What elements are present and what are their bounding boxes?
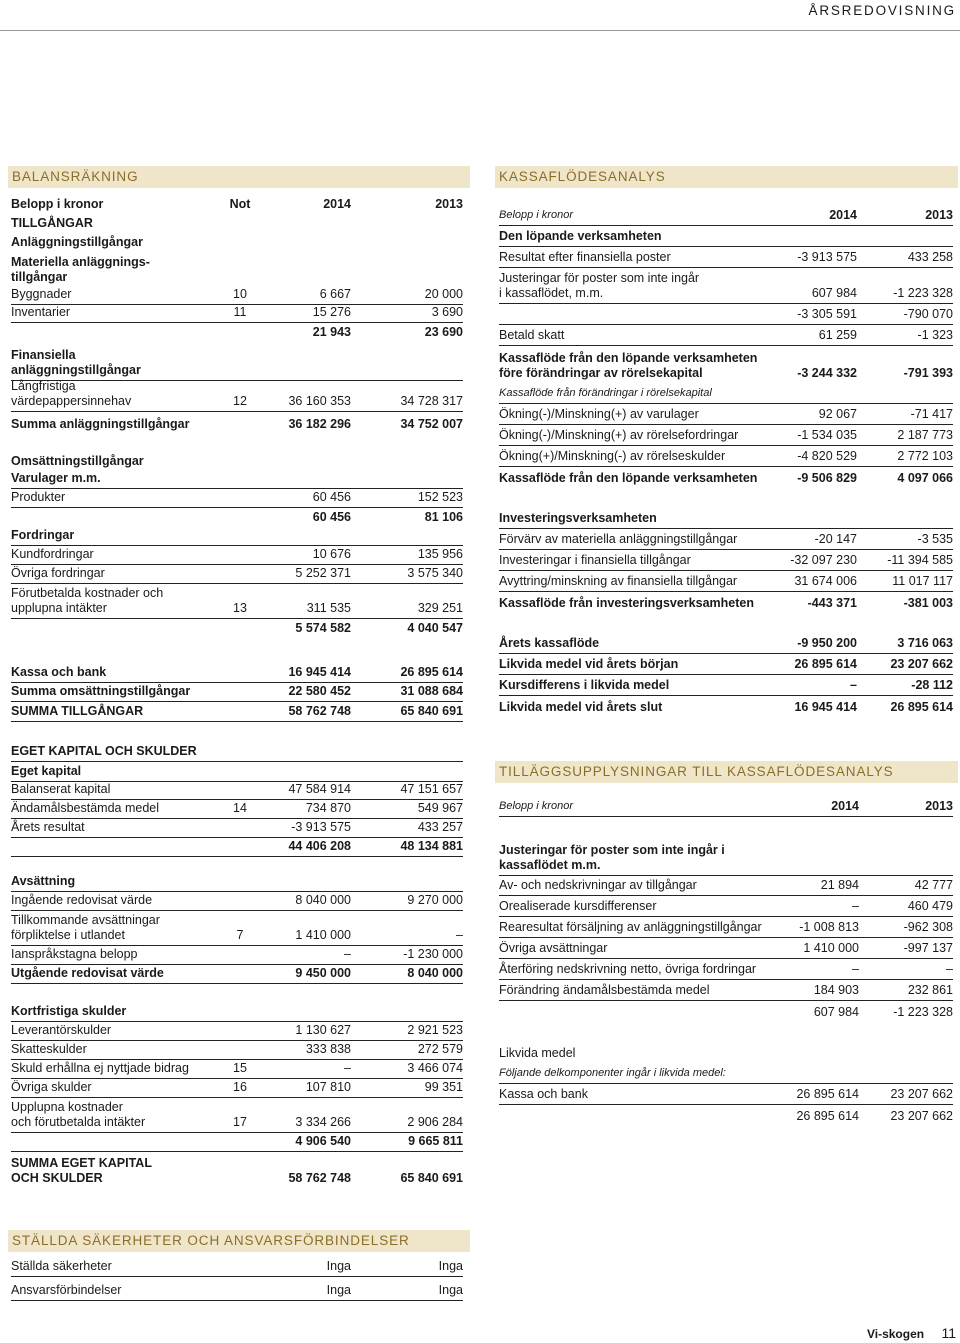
row-label: Ansvarsförbindelser bbox=[11, 1283, 122, 1297]
skulder-row bbox=[11, 1153, 463, 1188]
value-2013: 23 207 662 bbox=[890, 1109, 953, 1123]
row-label: Upplupna kostnader och förutbetalda intäkter bbox=[11, 1100, 146, 1129]
tillagg-row bbox=[499, 1107, 953, 1126]
value-2013: 11 017 117 bbox=[892, 574, 953, 588]
balans-row bbox=[11, 619, 463, 638]
value-2013: 9 665 811 bbox=[408, 1134, 463, 1148]
value-2013: -1 323 bbox=[917, 328, 953, 342]
value-2013: -1 223 328 bbox=[893, 1005, 953, 1019]
balans-row bbox=[11, 323, 463, 342]
value-2013: 2013 bbox=[925, 208, 953, 222]
value-2013: 65 840 691 bbox=[400, 1171, 463, 1185]
value-2013: 81 106 bbox=[424, 510, 463, 524]
value-2014: 1 410 000 bbox=[803, 941, 859, 955]
row-label: Kassaflöde från den löpande verksamheten bbox=[499, 471, 758, 485]
note-cell: 17 bbox=[233, 1115, 247, 1129]
value-2013: 2 906 284 bbox=[407, 1115, 463, 1129]
value-2013: 152 523 bbox=[417, 490, 463, 504]
note-cell: 14 bbox=[233, 801, 247, 815]
value-2014: 26 895 614 bbox=[796, 1109, 859, 1123]
value-2013: 31 088 684 bbox=[400, 684, 463, 698]
section-header: ÅRSREDOVISNING bbox=[808, 3, 956, 18]
value-2013: 2 921 523 bbox=[407, 1023, 463, 1037]
balance-sheet-liabilities bbox=[11, 740, 463, 1190]
value-2013: 3 690 bbox=[431, 305, 463, 319]
row-label: Avsättning bbox=[11, 874, 76, 888]
value-2014: 22 580 452 bbox=[288, 684, 351, 698]
value-2013: – bbox=[946, 962, 953, 976]
header-rule bbox=[0, 30, 960, 31]
kassa-row bbox=[499, 269, 953, 304]
skulder-row bbox=[11, 781, 463, 800]
row-label: Tillkommande avsättningar förpliktelse i utlandet bbox=[11, 913, 160, 942]
row-label: Ökning(+)/Minskning(-) av rörelseskulder bbox=[499, 449, 726, 463]
tillagg-row bbox=[499, 919, 953, 938]
row-label: TILLGÅNGAR bbox=[11, 216, 93, 230]
row-label: Justeringar för poster som inte ingår i kassaflödet m.m. bbox=[499, 843, 725, 872]
tillagg-row bbox=[499, 877, 953, 896]
note-cell: 13 bbox=[233, 601, 247, 615]
balans-row bbox=[11, 508, 463, 527]
value-2014: -9 950 200 bbox=[797, 636, 857, 650]
kassa-row bbox=[499, 448, 953, 467]
kassa-row bbox=[499, 327, 953, 346]
tillagg-row bbox=[499, 1044, 953, 1063]
value-2013: 2 772 103 bbox=[897, 449, 953, 463]
value-2013: 8 040 000 bbox=[407, 966, 463, 980]
row-label: Förvärv av materiella anläggningstillgångar bbox=[499, 532, 738, 546]
note-cell: 16 bbox=[233, 1080, 247, 1094]
value-2014: 21 943 bbox=[312, 325, 351, 339]
value-2013: 3 716 063 bbox=[897, 636, 953, 650]
row-label: SUMMA TILLGÅNGAR bbox=[11, 704, 144, 718]
stallda-title: STÄLLDA SÄKERHETER OCH ANSVARSFÖRBINDELSER bbox=[8, 1230, 470, 1252]
value-2014: -3 913 575 bbox=[291, 820, 351, 834]
kassa-row bbox=[499, 573, 953, 592]
skulder-row bbox=[11, 1060, 463, 1079]
row-label: Kassaflöde från förändringar i rörelsekapital bbox=[499, 387, 712, 399]
balans-row bbox=[11, 286, 463, 305]
skulder-row bbox=[11, 1133, 463, 1152]
row-label: Omsättningstillgångar bbox=[11, 454, 144, 468]
note-cell: 11 bbox=[233, 305, 247, 319]
row-label: Belopp i kronor bbox=[11, 197, 104, 211]
value-2013: Inga bbox=[438, 1259, 463, 1273]
kassa-row bbox=[499, 677, 953, 696]
row-label: Varulager m.m. bbox=[11, 471, 101, 485]
tillagg-row bbox=[499, 1003, 953, 1022]
row-label: Belopp i kronor bbox=[499, 800, 573, 812]
row-label: Ställda säkerheter bbox=[11, 1259, 112, 1273]
row-label: Återföring nedskrivning netto, övriga fordringar bbox=[499, 962, 757, 976]
skulder-row bbox=[11, 838, 463, 857]
row-label: Utgående redovisat värde bbox=[11, 966, 164, 980]
kassa-row bbox=[499, 510, 953, 529]
row-label: Investeringar i finansiella tillgångar bbox=[499, 553, 691, 567]
tillagg-row bbox=[499, 898, 953, 917]
balans-row bbox=[11, 377, 463, 412]
value-2013: 48 134 881 bbox=[400, 839, 463, 853]
kassa-row bbox=[499, 207, 953, 226]
value-2013: Inga bbox=[438, 1283, 463, 1297]
value-2014: 5 574 582 bbox=[295, 621, 351, 635]
kassa-row bbox=[499, 385, 953, 404]
skulder-row bbox=[11, 1079, 463, 1098]
row-label: Kassa och bank bbox=[11, 665, 107, 679]
kassa-row bbox=[499, 594, 953, 613]
balans-row bbox=[11, 195, 463, 214]
skulder-row bbox=[11, 763, 463, 782]
value-2013: 433 257 bbox=[417, 820, 463, 834]
value-2014: 6 667 bbox=[319, 287, 351, 301]
kassa-row bbox=[499, 469, 953, 488]
value-2014: Inga bbox=[326, 1283, 351, 1297]
balans-row bbox=[11, 489, 463, 508]
kassa-row bbox=[499, 656, 953, 675]
value-2014: 734 870 bbox=[305, 801, 351, 815]
row-label: Belopp i kronor bbox=[499, 209, 573, 221]
value-2013: 329 251 bbox=[417, 601, 463, 615]
value-2014: -1 534 035 bbox=[797, 428, 857, 442]
kassa-row bbox=[499, 306, 953, 325]
row-label: Övriga fordringar bbox=[11, 566, 105, 580]
kassa-row bbox=[499, 228, 953, 247]
value-2013: -381 003 bbox=[903, 596, 953, 610]
row-label: Justeringar för poster som inte ingår i kassaflödet, m.m. bbox=[499, 271, 700, 300]
value-2014: 2014 bbox=[323, 197, 351, 211]
balans-row bbox=[11, 584, 463, 619]
balans-row bbox=[11, 546, 463, 565]
value-2014: 3 334 266 bbox=[295, 1115, 351, 1129]
value-2014: 2014 bbox=[831, 799, 859, 813]
row-label: Fordringar bbox=[11, 528, 75, 542]
value-2013: 99 351 bbox=[424, 1080, 463, 1094]
row-label: Orealiserade kursdifferenser bbox=[499, 899, 657, 913]
row-label: Anläggningstillgångar bbox=[11, 235, 143, 249]
value-2013: -790 070 bbox=[903, 307, 953, 321]
skulder-row bbox=[11, 1098, 463, 1133]
value-2013: -28 112 bbox=[911, 678, 953, 692]
balans-row bbox=[11, 470, 463, 489]
value-2014: 47 584 914 bbox=[288, 782, 351, 796]
value-2013: 42 777 bbox=[914, 878, 953, 892]
value-2013: 65 840 691 bbox=[400, 704, 463, 718]
row-label: Årets kassaflöde bbox=[499, 636, 600, 650]
row-label: Av- och nedskrivningar av tillgångar bbox=[499, 878, 697, 892]
balans-row bbox=[11, 233, 463, 252]
row-label: Likvida medel vid årets början bbox=[499, 657, 679, 671]
value-2014: 16 945 414 bbox=[288, 665, 351, 679]
value-2013: -997 137 bbox=[903, 941, 953, 955]
kassa-row bbox=[499, 406, 953, 425]
row-label: Ökning(-)/Minskning(+) av rörelsefordringar bbox=[499, 428, 739, 442]
value-2014: -3 305 591 bbox=[797, 307, 857, 321]
value-2014: – bbox=[850, 678, 857, 692]
value-2014: 333 838 bbox=[305, 1042, 351, 1056]
value-2014: 60 456 bbox=[312, 490, 351, 504]
kassa-row bbox=[499, 698, 953, 717]
row-label: Summa anläggningstillgångar bbox=[11, 417, 190, 431]
skulder-row bbox=[11, 743, 463, 762]
value-2014: 1 410 000 bbox=[295, 928, 351, 942]
row-label: EGET KAPITAL OCH SKULDER bbox=[11, 744, 197, 758]
row-label: Förändring ändamålsbestämda medel bbox=[499, 983, 710, 997]
value-2014: 58 762 748 bbox=[288, 704, 351, 718]
row-label: Kassaflöde från den löpande verksamheten före förändringar av rörelsekapital bbox=[499, 351, 758, 380]
row-label: Kursdifferens i likvida medel bbox=[499, 678, 670, 692]
balans-row bbox=[11, 527, 463, 546]
value-2013: 460 479 bbox=[907, 899, 953, 913]
row-label: Långfristiga värdepappersinnehav bbox=[11, 379, 132, 408]
value-2014: -32 097 230 bbox=[790, 553, 857, 567]
skulder-row bbox=[11, 946, 463, 965]
value-2013: 23 207 662 bbox=[890, 657, 953, 671]
value-2014: -3 913 575 bbox=[797, 250, 857, 264]
value-2014: 26 895 614 bbox=[794, 657, 857, 671]
value-2014: – bbox=[852, 962, 859, 976]
row-label: Årets resultat bbox=[11, 820, 85, 834]
value-2014: 21 894 bbox=[820, 878, 859, 892]
supplementary-table bbox=[499, 795, 953, 1128]
value-2014: -9 506 829 bbox=[797, 471, 857, 485]
row-label: Förutbetalda kostnader och upplupna intäkter bbox=[11, 586, 164, 615]
row-label: Kortfristiga skulder bbox=[11, 1004, 127, 1018]
stallda-row bbox=[11, 1282, 463, 1301]
balans-row bbox=[11, 703, 463, 722]
value-2014: 16 945 414 bbox=[794, 700, 857, 714]
value-2013: 47 151 657 bbox=[400, 782, 463, 796]
value-2013: 3 575 340 bbox=[407, 566, 463, 580]
row-label: Ökning(-)/Minskning(+) av varulager bbox=[499, 407, 699, 421]
tillagg-row bbox=[499, 1065, 953, 1084]
kassa-row bbox=[499, 427, 953, 446]
value-2014: -4 820 529 bbox=[797, 449, 857, 463]
skulder-row bbox=[11, 965, 463, 984]
value-2014: – bbox=[344, 1061, 351, 1075]
value-2014: -3 244 332 bbox=[797, 366, 857, 380]
note-cell: 12 bbox=[233, 394, 247, 408]
value-2013: 9 270 000 bbox=[407, 893, 463, 907]
row-label: Balanserat kapital bbox=[11, 782, 111, 796]
value-2013: 272 579 bbox=[417, 1042, 463, 1056]
value-2013: 23 690 bbox=[424, 325, 463, 339]
tillagg-row bbox=[499, 940, 953, 959]
value-2014: 31 674 006 bbox=[794, 574, 857, 588]
value-2013: -791 393 bbox=[903, 366, 953, 380]
balans-row bbox=[11, 565, 463, 584]
row-label: Summa omsättningstillgångar bbox=[11, 684, 191, 698]
value-2013: 4 097 066 bbox=[897, 471, 953, 485]
footer-org: Vi-skogen bbox=[866, 1327, 925, 1341]
row-label: SUMMA EGET KAPITAL OCH SKULDER bbox=[11, 1156, 152, 1185]
value-2014: 26 895 614 bbox=[796, 1087, 859, 1101]
note-cell: Not bbox=[229, 197, 251, 211]
value-2014: Inga bbox=[326, 1259, 351, 1273]
value-2014: 1 130 627 bbox=[295, 1023, 351, 1037]
balans-row bbox=[11, 304, 463, 323]
row-label: Resultat efter finansiella poster bbox=[499, 250, 671, 264]
row-label: Ingående redovisat värde bbox=[11, 893, 153, 907]
value-2014: -1 008 813 bbox=[799, 920, 859, 934]
value-2014: 4 906 540 bbox=[295, 1134, 351, 1148]
value-2014: 44 406 208 bbox=[288, 839, 351, 853]
value-2013: -1 230 000 bbox=[403, 947, 463, 961]
value-2014: -443 371 bbox=[807, 596, 857, 610]
value-2014: 92 067 bbox=[818, 407, 857, 421]
row-label: Investeringsverksamheten bbox=[499, 511, 657, 525]
value-2014: 61 259 bbox=[818, 328, 857, 342]
row-label: Skatteskulder bbox=[11, 1042, 87, 1056]
tillagg-row bbox=[499, 1086, 953, 1105]
balans-row bbox=[11, 346, 463, 381]
note-cell: 7 bbox=[236, 928, 244, 942]
value-2014: 607 984 bbox=[813, 1005, 859, 1019]
balans-row bbox=[11, 452, 463, 471]
value-2013: 232 861 bbox=[907, 983, 953, 997]
balans-title: BALANSRÄKNING bbox=[8, 166, 470, 188]
value-2013: -71 417 bbox=[910, 407, 953, 421]
balans-row bbox=[11, 415, 463, 434]
value-2013: 3 466 074 bbox=[407, 1061, 463, 1075]
value-2014: 607 984 bbox=[811, 286, 857, 300]
balance-sheet-assets bbox=[11, 190, 463, 724]
row-label: Produkter bbox=[11, 490, 66, 504]
skulder-row bbox=[11, 1003, 463, 1022]
row-label: Eget kapital bbox=[11, 764, 82, 778]
value-2013: 23 207 662 bbox=[890, 1087, 953, 1101]
value-2014: 2014 bbox=[829, 208, 857, 222]
row-label: Ianspråkstagna belopp bbox=[11, 947, 138, 961]
row-label: Byggnader bbox=[11, 287, 72, 301]
value-2013: 34 728 317 bbox=[400, 394, 463, 408]
value-2013: -3 535 bbox=[917, 532, 953, 546]
page-footer bbox=[867, 1325, 956, 1341]
balans-row bbox=[11, 683, 463, 702]
kassa-row bbox=[499, 552, 953, 571]
row-label: Finansiella anläggningstillgångar bbox=[11, 348, 141, 377]
balans-row bbox=[11, 664, 463, 683]
value-2013: – bbox=[456, 928, 463, 942]
value-2013: -962 308 bbox=[903, 920, 953, 934]
value-2013: 20 000 bbox=[424, 287, 463, 301]
value-2013: 135 956 bbox=[417, 547, 463, 561]
tillagg-row bbox=[499, 961, 953, 980]
value-2014: 9 450 000 bbox=[295, 966, 351, 980]
cash-flow-table bbox=[499, 202, 953, 719]
value-2014: 10 676 bbox=[312, 547, 351, 561]
pledged-assets-table bbox=[11, 1255, 463, 1303]
skulder-row bbox=[11, 892, 463, 911]
note-cell: 10 bbox=[233, 287, 247, 301]
value-2014: -20 147 bbox=[814, 532, 857, 546]
skulder-row bbox=[11, 800, 463, 819]
kassa-row bbox=[499, 348, 953, 383]
skulder-row bbox=[11, 1041, 463, 1060]
value-2014: – bbox=[852, 899, 859, 913]
stallda-row bbox=[11, 1258, 463, 1277]
row-label: Inventarier bbox=[11, 305, 71, 319]
skulder-row bbox=[11, 911, 463, 946]
balans-row bbox=[11, 252, 463, 287]
page-number: 11 bbox=[941, 1325, 956, 1341]
row-label: Den löpande verksamheten bbox=[499, 229, 662, 243]
skulder-row bbox=[11, 819, 463, 838]
value-2014: 36 160 353 bbox=[288, 394, 351, 408]
value-2013: 34 752 007 bbox=[400, 417, 463, 431]
value-2014: 60 456 bbox=[312, 510, 351, 524]
row-label: Likvida medel bbox=[499, 1046, 576, 1060]
value-2013: 2013 bbox=[925, 799, 953, 813]
kassa-row bbox=[499, 635, 953, 654]
row-label: Rearesultat försäljning av anläggningstillgångar bbox=[499, 920, 762, 934]
kassa-row bbox=[499, 531, 953, 550]
tillagg-row bbox=[499, 982, 953, 1001]
value-2014: 184 903 bbox=[813, 983, 859, 997]
value-2014: – bbox=[344, 947, 351, 961]
tillagg-row bbox=[499, 841, 953, 876]
value-2013: 2 187 773 bbox=[897, 428, 953, 442]
value-2013: 2013 bbox=[435, 197, 463, 211]
value-2013: 4 040 547 bbox=[407, 621, 463, 635]
row-label: Skuld erhållna ej nyttjade bidrag bbox=[11, 1061, 189, 1075]
row-label: Materiella anläggnings- tillgångar bbox=[11, 255, 150, 284]
note-cell: 15 bbox=[233, 1061, 247, 1075]
row-label: Kassaflöde från investeringsverksamheten bbox=[499, 596, 754, 610]
row-label: Kassa och bank bbox=[499, 1087, 588, 1101]
row-label: Följande delkomponenter ingår i likvida medel: bbox=[499, 1067, 726, 1079]
row-label: Likvida medel vid årets slut bbox=[499, 700, 663, 714]
row-label: Kundfordringar bbox=[11, 547, 94, 561]
value-2013: 26 895 614 bbox=[400, 665, 463, 679]
value-2014: 311 535 bbox=[306, 601, 351, 615]
value-2013: 549 967 bbox=[417, 801, 463, 815]
skulder-row bbox=[11, 873, 463, 892]
tillagg-row bbox=[499, 798, 953, 817]
row-label: Ändamålsbestämda medel bbox=[11, 801, 159, 815]
value-2014: 15 276 bbox=[312, 305, 351, 319]
value-2014: 8 040 000 bbox=[295, 893, 351, 907]
value-2013: -11 394 585 bbox=[887, 553, 953, 567]
tillagg-title: TILLÄGGSUPPLYSNINGAR TILL KASSAFLÖDESANALYS bbox=[495, 761, 958, 783]
value-2014: 36 182 296 bbox=[288, 417, 351, 431]
kassa-title: KASSAFLÖDESANALYS bbox=[495, 166, 958, 188]
row-label: Övriga avsättningar bbox=[499, 941, 608, 955]
value-2013: -1 223 328 bbox=[893, 286, 953, 300]
skulder-row bbox=[11, 1022, 463, 1041]
value-2013: 26 895 614 bbox=[890, 700, 953, 714]
row-label: Avyttring/minskning av finansiella tillgångar bbox=[499, 574, 738, 588]
value-2014: 107 810 bbox=[305, 1080, 351, 1094]
balans-row bbox=[11, 214, 463, 233]
value-2014: 5 252 371 bbox=[295, 566, 351, 580]
kassa-row bbox=[499, 249, 953, 268]
value-2013: 433 258 bbox=[907, 250, 953, 264]
value-2014: 58 762 748 bbox=[288, 1171, 351, 1185]
row-label: Övriga skulder bbox=[11, 1080, 92, 1094]
row-label: Betald skatt bbox=[499, 328, 565, 342]
row-label: Leverantörskulder bbox=[11, 1023, 112, 1037]
